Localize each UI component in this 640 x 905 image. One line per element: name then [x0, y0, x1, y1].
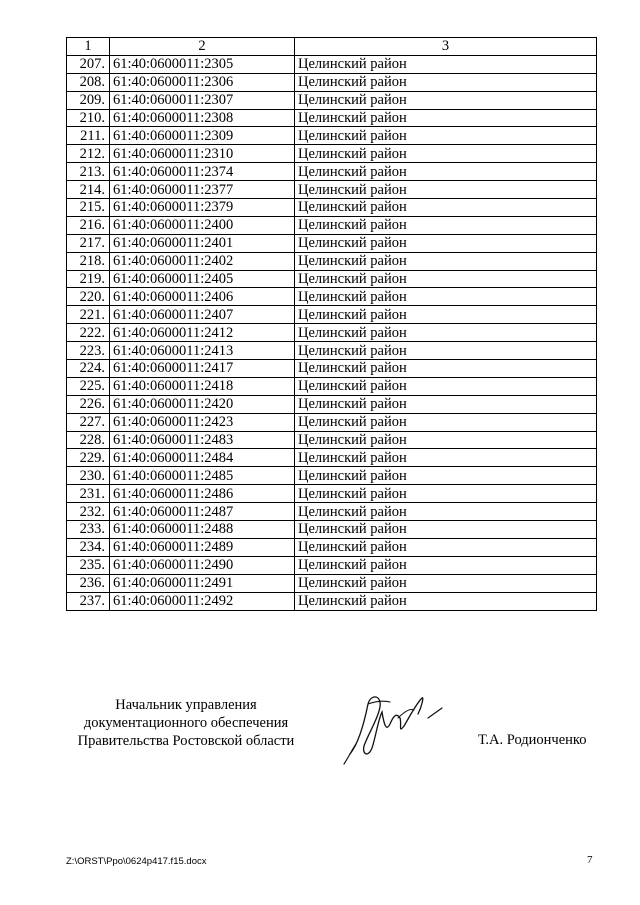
cadastral-number-cell: 61:40:0600011:2412: [110, 324, 295, 342]
table-row: [67, 252, 597, 270]
table-row: [67, 55, 597, 73]
district-cell: Целинский район: [295, 181, 597, 199]
table-row: [67, 163, 597, 181]
cadastral-number-cell: 61:40:0600011:2400: [110, 216, 295, 234]
district-cell: Целинский район: [295, 467, 597, 485]
header-cell-2: 2: [110, 38, 295, 56]
cadastral-number-cell: 61:40:0600011:2489: [110, 538, 295, 556]
district-cell: Целинский район: [295, 216, 597, 234]
district-cell: Целинский район: [295, 55, 597, 73]
row-number-cell: 225.: [67, 377, 110, 395]
cadastral-number-cell: 61:40:0600011:2486: [110, 485, 295, 503]
row-number-cell: 230.: [67, 467, 110, 485]
cadastral-number-cell: 61:40:0600011:2484: [110, 449, 295, 467]
district-cell: Целинский район: [295, 413, 597, 431]
cadastral-number-cell: 61:40:0600011:2405: [110, 270, 295, 288]
cadastral-number-cell: 61:40:0600011:2308: [110, 109, 295, 127]
cadastral-number-cell: 61:40:0600011:2401: [110, 234, 295, 252]
table-row: [67, 574, 597, 592]
row-number-cell: 210.: [67, 109, 110, 127]
cadastral-number-cell: 61:40:0600011:2407: [110, 306, 295, 324]
district-cell: Целинский район: [295, 109, 597, 127]
district-cell: Целинский район: [295, 73, 597, 91]
row-number-cell: 227.: [67, 413, 110, 431]
table-row: [67, 521, 597, 539]
district-cell: Целинский район: [295, 234, 597, 252]
cadastral-number-cell: 61:40:0600011:2306: [110, 73, 295, 91]
row-number-cell: 234.: [67, 538, 110, 556]
district-cell: Целинский район: [295, 306, 597, 324]
signatory-title: [66, 696, 306, 750]
row-number-cell: 237.: [67, 592, 110, 610]
cadastral-number-cell: 61:40:0600011:2413: [110, 342, 295, 360]
row-number-cell: 209.: [67, 91, 110, 109]
cadastral-number-cell: 61:40:0600011:2487: [110, 503, 295, 521]
table-row: [67, 145, 597, 163]
row-number-cell: 232.: [67, 503, 110, 521]
cadastral-number-cell: 61:40:0600011:2310: [110, 145, 295, 163]
district-cell: Целинский район: [295, 556, 597, 574]
row-number-cell: 213.: [67, 163, 110, 181]
table-row: [67, 503, 597, 521]
row-number-cell: 226.: [67, 395, 110, 413]
table-row: [67, 556, 597, 574]
district-cell: Целинский район: [295, 270, 597, 288]
district-cell: Целинский район: [295, 431, 597, 449]
row-number-cell: 216.: [67, 216, 110, 234]
table-row: [67, 395, 597, 413]
row-number-cell: 217.: [67, 234, 110, 252]
row-number-cell: 228.: [67, 431, 110, 449]
cadastral-number-cell: 61:40:0600011:2491: [110, 574, 295, 592]
row-number-cell: 207.: [67, 55, 110, 73]
row-number-cell: 229.: [67, 449, 110, 467]
table-row: [67, 127, 597, 145]
district-cell: Целинский район: [295, 395, 597, 413]
row-number-cell: 215.: [67, 199, 110, 217]
district-cell: Целинский район: [295, 538, 597, 556]
signatory-title-line-2: документационного обеспечения: [83, 715, 289, 731]
parcel-table: [66, 37, 597, 611]
table-row: [67, 449, 597, 467]
district-cell: Целинский район: [295, 324, 597, 342]
district-cell: Целинский район: [295, 145, 597, 163]
cadastral-number-cell: 61:40:0600011:2488: [110, 521, 295, 539]
cadastral-number-cell: 61:40:0600011:2490: [110, 556, 295, 574]
page-number: 7: [587, 854, 593, 866]
row-number-cell: 236.: [67, 574, 110, 592]
cadastral-number-cell: 61:40:0600011:2483: [110, 431, 295, 449]
cadastral-number-cell: 61:40:0600011:2423: [110, 413, 295, 431]
cadastral-number-cell: 61:40:0600011:2420: [110, 395, 295, 413]
row-number-cell: 233.: [67, 521, 110, 539]
cadastral-number-cell: 61:40:0600011:2406: [110, 288, 295, 306]
district-cell: Целинский район: [295, 91, 597, 109]
table-row: [67, 377, 597, 395]
cadastral-number-cell: 61:40:0600011:2418: [110, 377, 295, 395]
cadastral-number-cell: 61:40:0600011:2374: [110, 163, 295, 181]
header-cell-3: 3: [295, 38, 597, 56]
footer-file-path: Z:\ORST\Ppo\0624p417.f15.docx: [66, 856, 207, 867]
handwritten-signature: [338, 684, 458, 769]
row-number-cell: 208.: [67, 73, 110, 91]
district-cell: Целинский район: [295, 377, 597, 395]
cadastral-number-cell: 61:40:0600011:2492: [110, 592, 295, 610]
row-number-cell: 220.: [67, 288, 110, 306]
table-row: [67, 216, 597, 234]
table-row: [67, 592, 597, 610]
table-row: [67, 360, 597, 378]
table-row: [67, 181, 597, 199]
cadastral-number-cell: 61:40:0600011:2402: [110, 252, 295, 270]
district-cell: Целинский район: [295, 252, 597, 270]
district-cell: Целинский район: [295, 163, 597, 181]
cadastral-number-cell: 61:40:0600011:2305: [110, 55, 295, 73]
row-number-cell: 223.: [67, 342, 110, 360]
district-cell: Целинский район: [295, 360, 597, 378]
table-row: [67, 199, 597, 217]
row-number-cell: 219.: [67, 270, 110, 288]
table-row: [67, 306, 597, 324]
table-row: [67, 467, 597, 485]
district-cell: Целинский район: [295, 574, 597, 592]
signatory-title-line-1: Начальник управления: [115, 697, 257, 713]
row-number-cell: 222.: [67, 324, 110, 342]
row-number-cell: 235.: [67, 556, 110, 574]
cadastral-number-cell: 61:40:0600011:2417: [110, 360, 295, 378]
table-row: [67, 431, 597, 449]
table-row: [67, 413, 597, 431]
cadastral-number-cell: 61:40:0600011:2485: [110, 467, 295, 485]
district-cell: Целинский район: [295, 199, 597, 217]
cadastral-number-cell: 61:40:0600011:2379: [110, 199, 295, 217]
table-row: [67, 485, 597, 503]
district-cell: Целинский район: [295, 521, 597, 539]
signatory-title-line-3: Правительства Ростовской области: [77, 733, 295, 749]
table-row: [67, 342, 597, 360]
row-number-cell: 224.: [67, 360, 110, 378]
row-number-cell: 214.: [67, 181, 110, 199]
signatory-name: Т.А. Родионченко: [478, 732, 587, 748]
cadastral-number-cell: 61:40:0600011:2309: [110, 127, 295, 145]
district-cell: Целинский район: [295, 449, 597, 467]
district-cell: Целинский район: [295, 342, 597, 360]
district-cell: Целинский район: [295, 503, 597, 521]
row-number-cell: 221.: [67, 306, 110, 324]
table-row: [67, 324, 597, 342]
header-cell-1: 1: [67, 38, 110, 56]
cadastral-number-cell: 61:40:0600011:2377: [110, 181, 295, 199]
table-row: [67, 234, 597, 252]
table-row: [67, 288, 597, 306]
row-number-cell: 218.: [67, 252, 110, 270]
district-cell: Целинский район: [295, 485, 597, 503]
table-row: [67, 270, 597, 288]
table-row: [67, 109, 597, 127]
table-row: [67, 538, 597, 556]
district-cell: Целинский район: [295, 592, 597, 610]
row-number-cell: 211.: [67, 127, 110, 145]
table-row: [67, 73, 597, 91]
row-number-cell: 231.: [67, 485, 110, 503]
cadastral-number-cell: 61:40:0600011:2307: [110, 91, 295, 109]
table-body: [67, 38, 597, 611]
table-row: [67, 91, 597, 109]
district-cell: Целинский район: [295, 127, 597, 145]
row-number-cell: 212.: [67, 145, 110, 163]
table-header-row: [67, 38, 597, 56]
district-cell: Целинский район: [295, 288, 597, 306]
